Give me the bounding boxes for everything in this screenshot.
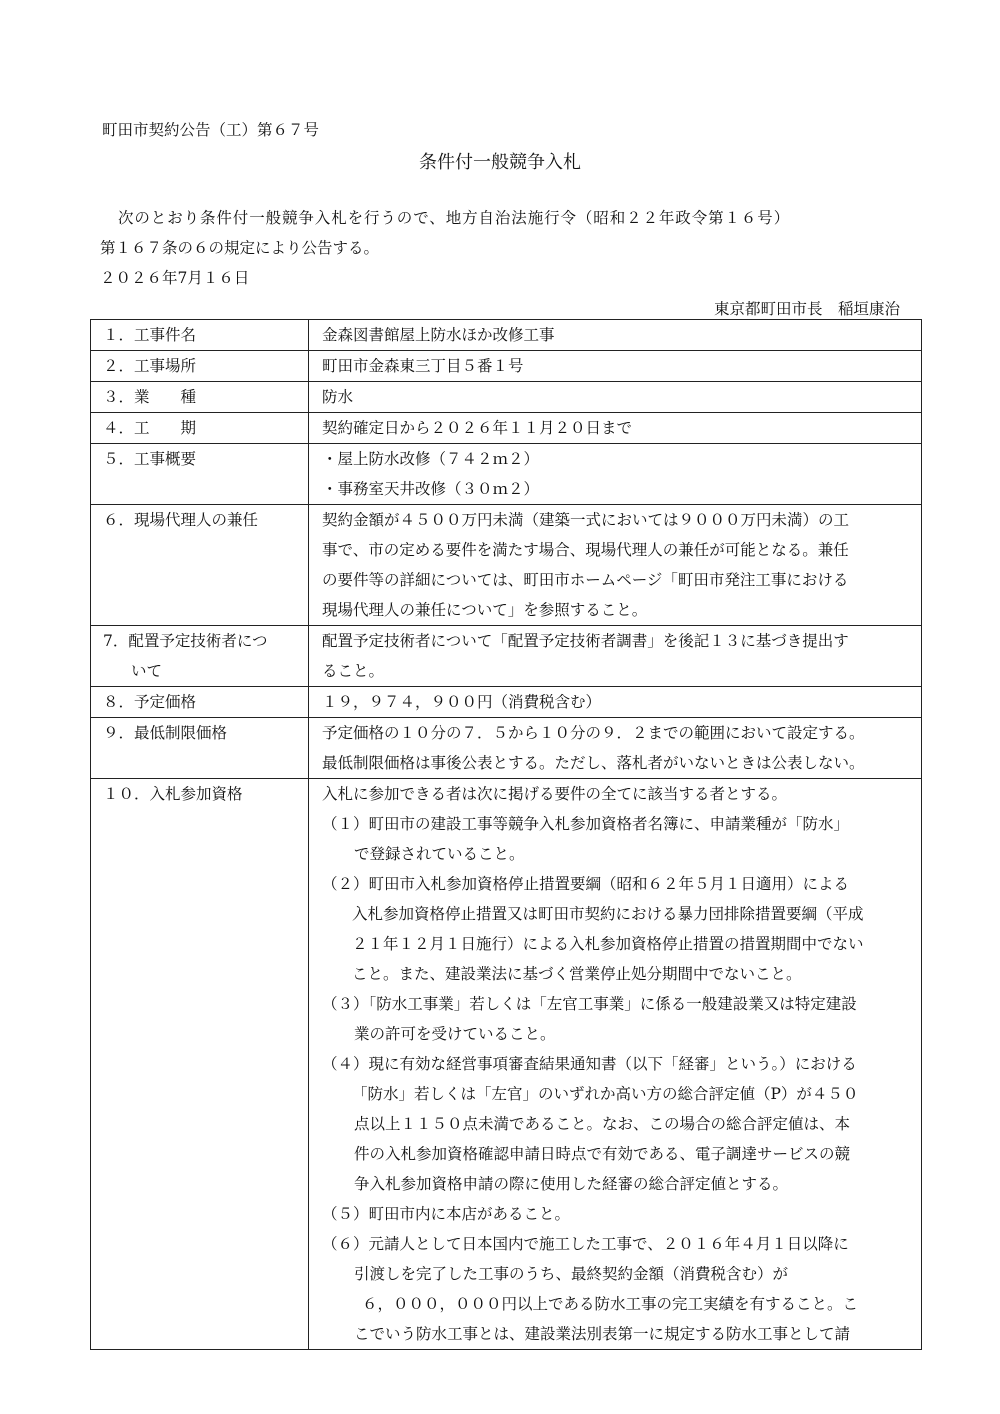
text-line: （３）「防水工事業」若しくは「左官工事業」に係る一般建設業又は特定建設 [322, 995, 857, 1013]
text-line: こと。また、建設業法に基づく営業停止処分期間中でないこと。 [352, 965, 802, 983]
text-line: （５）町田市内に本店があること。 [322, 1205, 571, 1223]
text-line: で登録されていること。 [354, 845, 525, 863]
text-line: （１）町田市の建設工事等競争入札参加資格者名簿に、申請業種が「防水」 [322, 815, 850, 833]
text-line: ・事務室天井改修（３０ｍ２） [322, 480, 540, 498]
text-line: こでいう防水工事とは、建設業法別表第一に規定する防水工事として請 [354, 1325, 851, 1343]
signer-name: 東京都町田市長 稲垣康治 [713, 300, 900, 318]
row-value [309, 626, 922, 687]
text-line: 業の許可を受けていること。 [354, 1025, 556, 1043]
table-row-site-agent [91, 505, 922, 626]
row-label: ９．最低制限価格 [91, 718, 309, 779]
text-line: 入札参加資格停止措置又は町田市契約における暴力団排除措置要綱（平成 [352, 905, 864, 923]
row-label: １０．入札参加資格 [91, 779, 309, 1350]
text-line: ６，０００，０００円以上である防水工事の完工実績を有すること。こ [362, 1295, 859, 1313]
row-label: ４．工 期 [91, 413, 309, 444]
row-label: ３．業 種 [91, 382, 309, 413]
text-line: 予定価格の１０分の７．５から１０分の９．２までの範囲において設定する。 [322, 724, 865, 742]
text-line: （２）町田市入札参加資格停止措置要綱（昭和６２年５月１日適用）による [322, 875, 850, 893]
text-line: （６）元請人として日本国内で施工した工事で、２０１６年４月１日以降に [322, 1235, 849, 1253]
table-row-work-type [91, 382, 922, 413]
notice-details-table [90, 319, 922, 1350]
text-line: 引渡しを完了した工事のうち、最終契約金額（消費税含む）が [354, 1265, 789, 1283]
label-line: 7．配置予定技術者につ [103, 632, 268, 650]
row-value [309, 505, 922, 626]
row-value [309, 444, 922, 505]
row-value [309, 779, 922, 1350]
text-line: 入札に参加できる者は次に掲げる要件の全てに該当する者とする。 [322, 785, 788, 803]
row-value: 金森図書館屋上防水ほか改修工事 [309, 320, 922, 351]
row-label: ６．現場代理人の兼任 [91, 505, 309, 626]
row-value: 契約確定日から２０２６年１１月２０日まで [309, 413, 922, 444]
label-line: いて [131, 662, 163, 680]
row-label: １．工事件名 [91, 320, 309, 351]
row-value: 防水 [309, 382, 922, 413]
text-line: （４）現に有効な経営事項審査結果通知書（以下「経審」という。）における [322, 1055, 857, 1073]
text-line: 最低制限価格は事後公表とする。ただし、落札者がいないときは公表しない。 [322, 754, 865, 772]
text-line: 「防水」若しくは「左官」のいずれか高い方の総合評定値（P）が４５０ [352, 1085, 859, 1103]
row-label: ２．工事場所 [91, 351, 309, 382]
row-value [309, 718, 922, 779]
intro-text-line-1: 次のとおり条件付一般競争入札を行うので、地方自治法施行令（昭和２２年政令第１６号） [118, 209, 791, 227]
text-line: 点以上１１５０点未満であること。なお、この場合の総合評定値は、本 [354, 1115, 851, 1133]
text-line: 配置予定技術者について「配置予定技術者調書」を後記１３に基づき提出す [322, 632, 849, 650]
row-label: ５．工事概要 [91, 444, 309, 505]
table-row-engineer [91, 626, 922, 687]
text-line: ること。 [322, 662, 385, 680]
text-line: 現場代理人の兼任について」を参照すること。 [322, 601, 648, 619]
intro-text-line-2: 第１６７条の６の規定により公告する。 [100, 239, 380, 257]
row-label [91, 626, 309, 687]
text-line: の要件等の詳細については、町田市ホームページ「町田市発注工事における [322, 571, 849, 589]
row-value: 町田市金森東三丁目５番１号 [309, 351, 922, 382]
text-line: ・屋上防水改修（７４２ｍ２） [322, 450, 540, 468]
text-line: 事で、市の定める要件を満たす場合、現場代理人の兼任が可能となる。兼任 [322, 541, 849, 559]
text-line: 契約金額が４５００万円未満（建築一式においては９０００万円未満）の工 [322, 511, 850, 529]
table-row-work-summary [91, 444, 922, 505]
table-row-minimum-price [91, 718, 922, 779]
row-label: ８．予定価格 [91, 687, 309, 718]
page-title: 条件付一般競争入札 [419, 152, 581, 173]
table-row-qualifications [91, 779, 922, 1350]
table-row-planned-price [91, 687, 922, 718]
row-value: １９，９７４，９００円（消費税含む） [309, 687, 922, 718]
notice-date: ２０２６年7月１６日 [100, 269, 250, 287]
text-line: 争入札参加資格申請の際に使用した経審の総合評定値とする。 [354, 1175, 789, 1193]
table-row-work-name [91, 320, 922, 351]
notice-number: 町田市契約公告（工）第６７号 [102, 121, 320, 139]
table-row-work-location [91, 351, 922, 382]
text-line: 件の入札参加資格確認申請日時点で有効である、電子調達サービスの競 [354, 1145, 851, 1163]
text-line: ２１年１２月１日施行）による入札参加資格停止措置の措置期間中でない [352, 935, 864, 953]
table-row-work-period [91, 413, 922, 444]
